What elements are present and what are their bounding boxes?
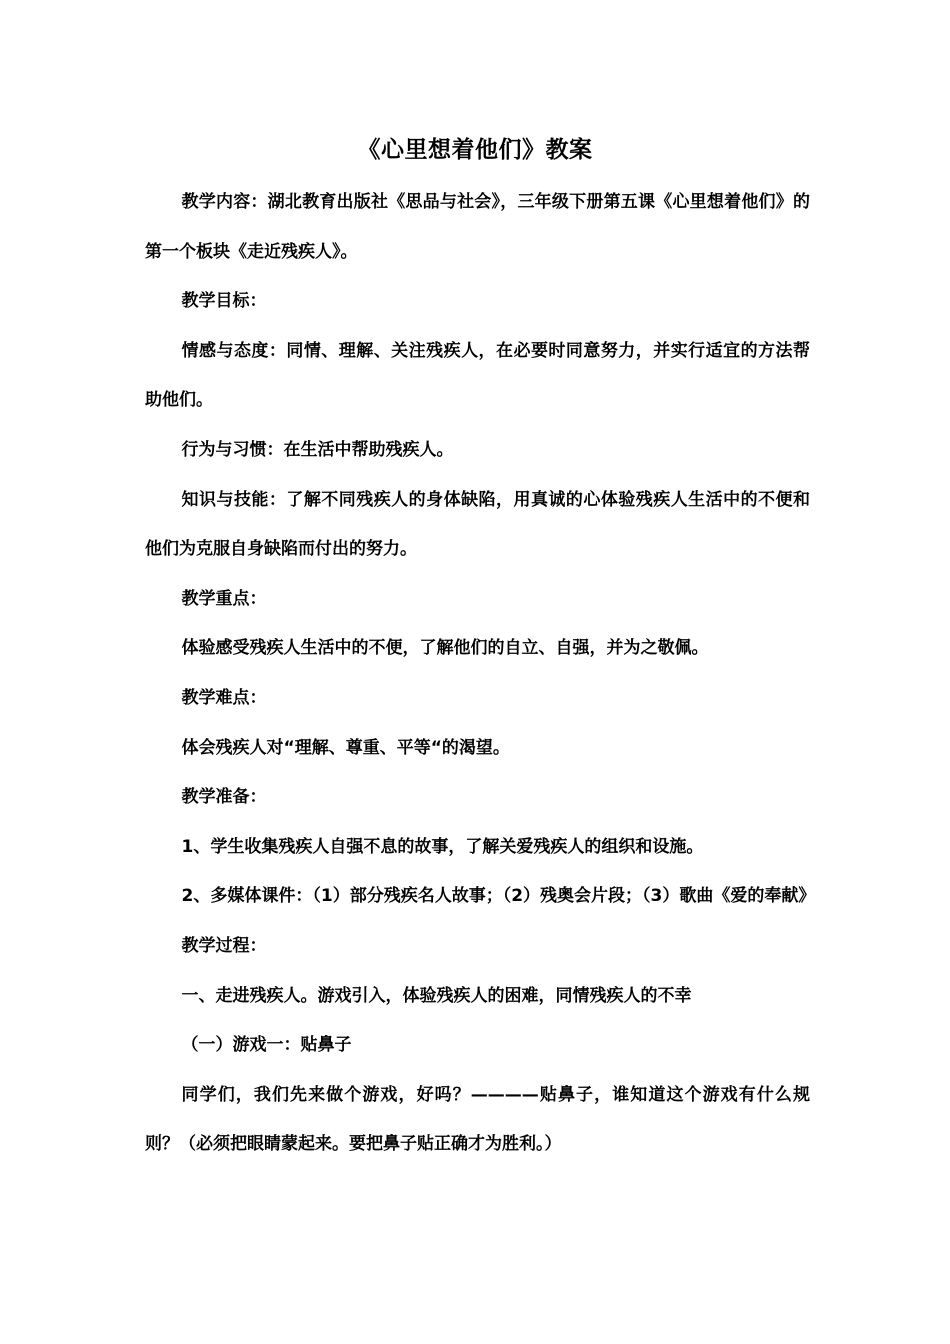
paragraph-difficulties: 体会残疾人对“理解、尊重、平等“的渴望。 bbox=[181, 737, 510, 758]
document-title: 《心里想着他们》教案 bbox=[357, 137, 593, 163]
paragraph-preparation-1: 1、学生收集残疾人自强不息的故事，了解关爱残疾人的组织和设施。 bbox=[181, 836, 704, 857]
paragraph-key-points: 体验感受残疾人生活中的不便，了解他们的自立、自强，并为之敬佩。 bbox=[181, 638, 709, 659]
document-body bbox=[145, 178, 816, 1170]
paragraph-teaching-content: 教学内容：湖北教育出版社《思品与社会》，三年级下册第五课《心里想着他们》的第一个板块《走近残疾人》。 bbox=[145, 192, 810, 262]
paragraph-emotion-attitude: 情感与态度：同情、理解、关注残疾人，在必要时同意努力，并实行适宜的方法帮助他们。 bbox=[145, 340, 810, 411]
heading-difficulties: 教学难点： bbox=[181, 687, 267, 708]
paragraph-game-one: （一）游戏一：贴鼻子 bbox=[181, 1035, 352, 1056]
paragraph-preparation-2: 2、多媒体课件：（1）部分残疾名人故事；（2）残奥会片段；（3）歌曲《爱的奉献》 bbox=[181, 886, 816, 907]
heading-process: 教学过程： bbox=[181, 935, 267, 956]
paragraph-process-step-1: 一、走进残疾人。游戏引入，体验残疾人的困难，同情残疾人的不幸 bbox=[181, 985, 692, 1006]
heading-key-points: 教学重点： bbox=[181, 588, 267, 609]
paragraph-knowledge-skill: 知识与技能：了解不同残疾人的身体缺陷，用真诚的心体验残疾人生活中的不便和他们为克服自身缺陷而付出的努力。 bbox=[145, 489, 810, 560]
paragraph-behavior-habit: 行为与习惯：在生活中帮助残疾人。 bbox=[181, 439, 454, 460]
heading-preparation: 教学准备： bbox=[181, 787, 267, 808]
paragraph-game-intro: 同学们，我们先来做个游戏，好吗？————贴鼻子，谁知道这个游戏有什么规则？（必须把眼睛蒙起来。要把鼻子贴正确才为胜利。） bbox=[145, 1084, 810, 1155]
heading-teaching-goals: 教学目标： bbox=[181, 291, 267, 312]
